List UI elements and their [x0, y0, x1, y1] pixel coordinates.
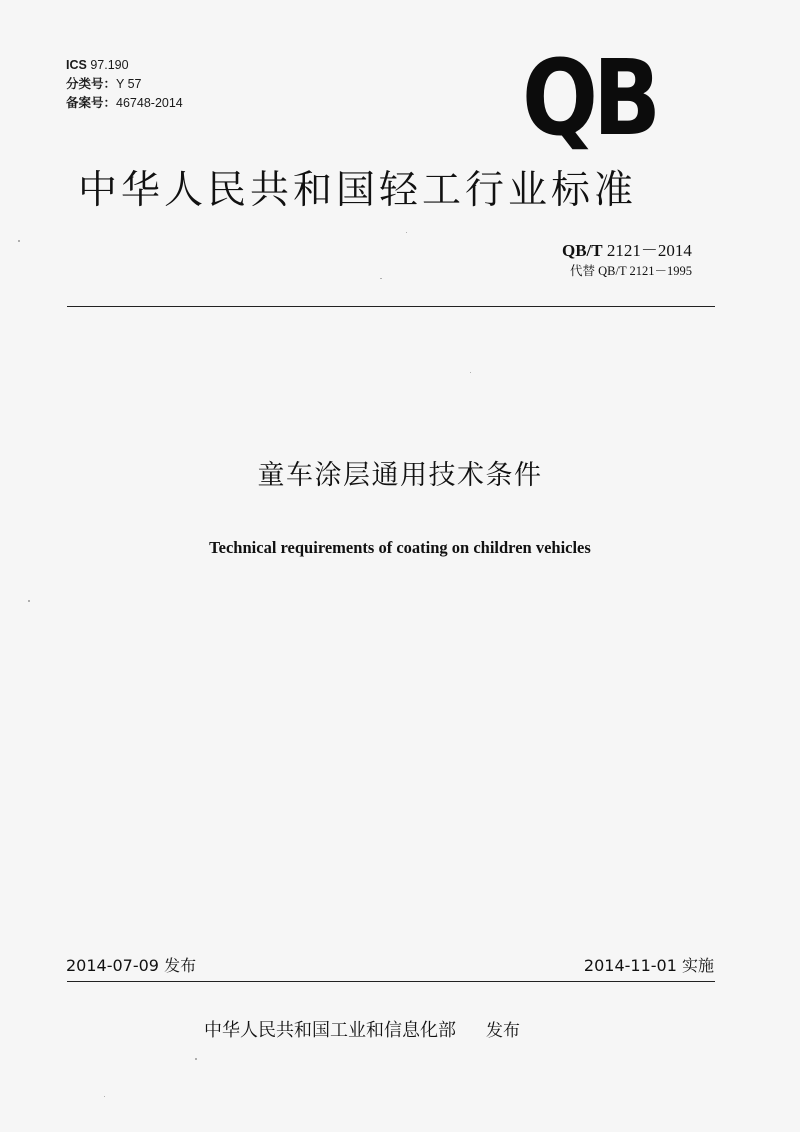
standard-number	[562, 240, 692, 262]
standard-number-value: 2121－2014	[606, 241, 692, 260]
category-value: Y 57	[116, 77, 142, 91]
scan-speck	[28, 600, 30, 602]
scan-speck	[18, 240, 20, 242]
issue-date: 2014-07-09 发布	[66, 956, 197, 975]
document-metadata	[66, 56, 183, 113]
implementation-date: 2014-11-01 实施	[583, 956, 714, 975]
category-line	[66, 75, 183, 94]
top-divider	[67, 306, 715, 307]
scan-speck	[104, 1096, 105, 1097]
ics-value: 97.190	[90, 58, 129, 72]
document-title-chinese: 童车涂层通用技术条件	[257, 460, 543, 491]
record-value: 46748-2014	[116, 96, 183, 110]
standard-number-block	[562, 240, 692, 280]
document-title-english: Technical requirements of coating on children vehicles	[209, 538, 591, 557]
record-label: 备案号：	[66, 96, 117, 110]
scan-speck	[380, 278, 382, 279]
issuer-action: 发布	[486, 1021, 520, 1041]
ics-line	[66, 56, 183, 75]
bottom-divider	[67, 981, 715, 982]
issuer-name: 中华人民共和国工业和信息化部	[204, 1020, 456, 1041]
scan-speck	[406, 232, 407, 233]
replaces-standard: 代替 QB/T 2121－1995	[570, 264, 692, 278]
category-label: 分类号：	[66, 77, 117, 91]
scan-speck	[470, 372, 471, 373]
ics-label: ICS	[66, 58, 87, 72]
record-line	[66, 94, 183, 113]
issuing-authority	[204, 1018, 520, 1044]
scan-speck	[195, 1058, 197, 1060]
standard-code: QB/T	[562, 241, 603, 260]
qb-logo: QB	[522, 37, 656, 159]
organization-standard-title: 中华人民共和国轻工行业标准	[78, 168, 638, 213]
